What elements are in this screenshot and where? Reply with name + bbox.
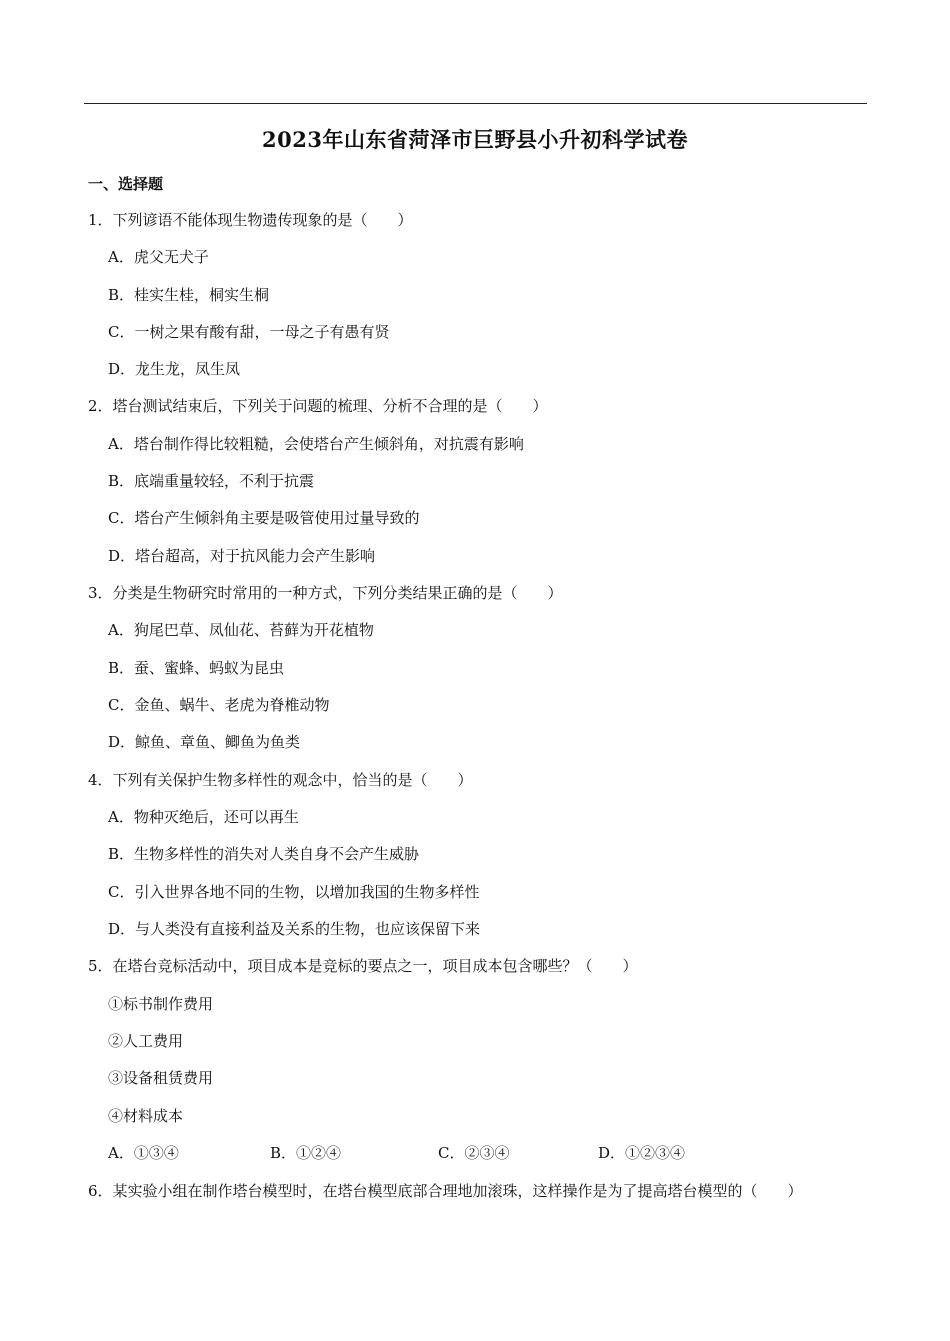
question-1-option-d: D．龙生龙，凤生凤 xyxy=(108,360,241,378)
question-1-option-c: C．一树之果有酸有甜，一母之子有愚有贤 xyxy=(108,323,390,341)
question-5-option-d: D．①②③④ xyxy=(598,1144,686,1162)
question-5-option-c: C．②③④ xyxy=(438,1144,510,1162)
question-5-option-a: A．①③④ xyxy=(108,1144,179,1162)
question-4-option-b: B．生物多样性的消失对人类自身不会产生威胁 xyxy=(108,845,420,863)
question-5-item-4: ④材料成本 xyxy=(108,1107,184,1125)
question-1-option-a: A．虎父无犬子 xyxy=(108,248,209,266)
question-3-option-c: C．金鱼、蜗牛、老虎为脊椎动物 xyxy=(108,696,330,714)
section-heading: 一、选择题 xyxy=(88,175,164,193)
question-2-option-d: D．塔台超高，对于抗风能力会产生影响 xyxy=(108,547,376,565)
question-4-stem: 4．下列有关保护生物多样性的观念中，恰当的是（ ） xyxy=(88,771,473,789)
header-rule xyxy=(84,103,867,104)
question-5-item-1: ①标书制作费用 xyxy=(108,995,214,1013)
question-3-stem: 3．分类是生物研究时常用的一种方式，下列分类结果正确的是（ ） xyxy=(88,584,563,602)
question-6-stem: 6．某实验小组在制作塔台模型时，在塔台模型底部合理地加滚珠，这样操作是为了提高塔台模型的（ ） xyxy=(88,1182,803,1200)
question-5-option-b: B．①②④ xyxy=(270,1144,342,1162)
question-3-option-a: A．狗尾巴草、凤仙花、苔藓为开花植物 xyxy=(108,621,374,639)
question-5-item-2: ②人工费用 xyxy=(108,1032,184,1050)
question-2-option-a: A．塔台制作得比较粗糙，会使塔台产生倾斜角，对抗震有影响 xyxy=(108,435,524,453)
question-4-option-c: C．引入世界各地不同的生物，以增加我国的生物多样性 xyxy=(108,883,480,901)
question-4-option-a: A．物种灭绝后，还可以再生 xyxy=(108,808,299,826)
question-2-option-b: B．底端重量较轻，不利于抗震 xyxy=(108,472,315,490)
question-1-option-b: B．桂实生桂，桐实生桐 xyxy=(108,286,270,304)
question-1-stem: 1．下列谚语不能体现生物遗传现象的是（ ） xyxy=(88,211,413,229)
question-5-item-3: ③设备租赁费用 xyxy=(108,1069,214,1087)
question-2-option-c: C．塔台产生倾斜角主要是吸管使用过量导致的 xyxy=(108,509,420,527)
question-3-option-d: D．鲸鱼、章鱼、鲫鱼为鱼类 xyxy=(108,733,301,751)
page-title: 2023年山东省菏泽市巨野县小升初科学试卷 xyxy=(262,127,688,152)
question-2-stem: 2．塔台测试结束后，下列关于问题的梳理、分析不合理的是（ ） xyxy=(88,397,548,415)
question-5-stem: 5．在塔台竞标活动中，项目成本是竞标的要点之一，项目成本包含哪些？（ ） xyxy=(88,957,638,975)
question-3-option-b: B．蚕、蜜蜂、蚂蚁为昆虫 xyxy=(108,659,285,677)
question-4-option-d: D．与人类没有直接利益及关系的生物，也应该保留下来 xyxy=(108,920,481,938)
